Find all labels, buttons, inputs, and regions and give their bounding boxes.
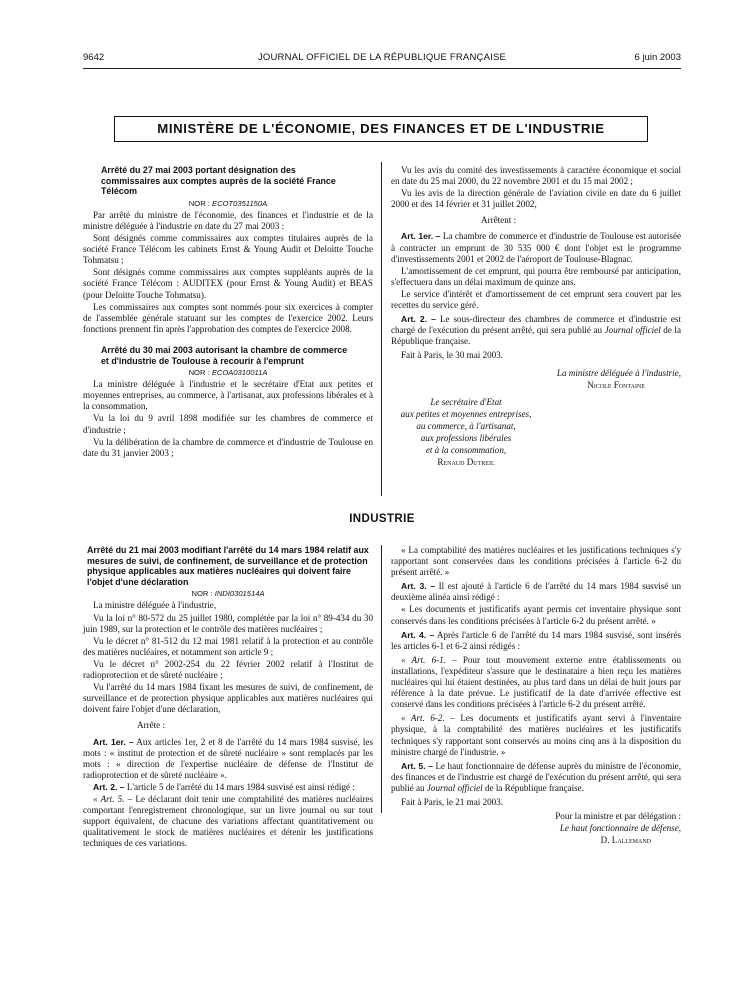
issue-date: 6 juin 2003 — [634, 52, 681, 63]
article-label: « Art. 5. – — [93, 793, 133, 804]
article-label: « Art. 6-1. – — [401, 654, 457, 665]
nor-label: NOR : — [188, 368, 210, 378]
arrete-3-article-4 — [391, 630, 681, 652]
arrete-2-article-2 — [391, 314, 681, 347]
arrete-1-nor — [83, 198, 373, 209]
article-text-end: de la République française. — [484, 782, 584, 793]
signatory-2-role: aux petites et moyennes entreprises, — [400, 408, 532, 419]
arrete-2-paragraph: Vu les avis du comité des investissements à caractère économique et social en date du 25 mai 2000, du 22 novembre 2001 et du 15 mai 2002 ; — [391, 165, 681, 187]
article-text: Les documents et justificatifs ayant servi à l'inventaire physique, à la comptabilité des matières nucléaires et les justificatifs techniques s'y rapportant sont conservés au moins cinq ans à la disposition du ministre chargé de l'industrie. » — [391, 713, 681, 757]
article-label: Art. 5. – — [401, 760, 433, 771]
signatory-2-role: Le secrétaire d'Etat — [430, 396, 502, 407]
arrete-1-paragraph: Sont désignés comme commissaires aux comptes suppléants auprès de la société France Télécom : AUDITEX (pour Ernst & Young Audit) et BEAS (pour Deloitte Touche Tohmatsu). — [83, 267, 373, 300]
article-label: Art. 2. – — [93, 781, 125, 792]
arrete-1-paragraph: Par arrêté du ministre de l'économie, des finances et l'industrie et de la ministre déléguée à l'industrie en date du 27 mai 2003 : — [83, 209, 373, 231]
signatory-2-name: Renaud Dutreil — [437, 457, 495, 468]
arrete-2-paragraph: Vu la loi du 9 avril 1898 modifiée sur les chambres de commerce et d'industrie ; — [83, 413, 373, 435]
arrete-3-quoted-article-6-2 — [391, 713, 681, 757]
arrete-2-paragraph: L'amortissement de cet emprunt, qui pourra être remboursé par anticipation, s'effectuera dans un délai maximum de quinze ans. — [391, 265, 681, 287]
upper-right-column — [391, 165, 681, 469]
arrete-1-paragraph: Les commissaires aux comptes sont nommés pour six exercices à compter de l'assemblée générale statuant sur les comptes de l'exercice 2002. Leurs fonctions prennent fin après l'approbation des comptes de l'exercice 2008. — [83, 301, 373, 334]
arrete-2-nor — [83, 367, 373, 378]
signatory-1-name: Nicole Fontaine — [587, 379, 645, 390]
arrete-2-paragraph: Vu la délibération de la chambre de commerce et d'industrie de Toulouse en date du 31 janvier 2003 ; — [83, 436, 373, 458]
nor-code: ECOT0351150A — [212, 198, 268, 208]
signature-delegation: Pour la ministre et par délégation : — [555, 811, 681, 822]
article-text: Il est ajouté à l'article 6 de l'arrêté du 14 mars 1984 susvisé un deuxième alinéa ainsi rédigé : — [391, 581, 681, 603]
nor-label: NOR : — [188, 198, 210, 208]
page-number: 9642 — [83, 52, 105, 63]
article-text: Après l'article 6 de l'arrêté du 14 mars 1984 susvisé, sont insérés les articles 6-1 et 6-2 ainsi rédigés : — [391, 629, 681, 651]
article-text: Aux articles 1er, 2 et 8 de l'arrêté du 14 mars 1984 susvisé, les mots : « institut de protection et de sûreté nucléaire » sont remplacés par les mots : « direction de l'expertise nucléaire de défense de l'Institut de radioprotection et de sûreté nucléaire ». — [83, 736, 373, 780]
arrete-3-paragraph: Vu l'arrêté du 14 mars 1984 fixant les mesures de suivi, de confinement, de surveillance et de protection physique applicables aux matières nucléaires qui doivent faire l'objet d'une déclaration, — [83, 682, 373, 715]
arrete-1-paragraph: Sont désignés comme commissaires aux comptes titulaires auprès de la société France Télécom les cabinets Ernst & Young Audit et Deloitte Touche Tohmatsu ; — [83, 233, 373, 266]
header-rule — [83, 68, 681, 69]
lower-right-column — [391, 545, 681, 847]
article-label: Art. 3. – — [401, 581, 436, 592]
arrete-3-paragraph: Vu la loi n° 80-572 du 25 juillet 1980, complétée par la loi n° 89-434 du 30 juin 1989, sur la protection et le contrôle des matières nucléaires ; — [83, 612, 373, 634]
nor-code: ECOA0310011A — [211, 368, 268, 378]
ministry-title: MINISTÈRE DE L'ÉCONOMIE, DES FINANCES ET DE L'INDUSTRIE — [114, 116, 648, 142]
column-divider — [381, 545, 382, 813]
signatory-name: D. Lallemand — [600, 835, 651, 846]
arrete-3-paragraph: Vu le décret n° 2002-254 du 22 février 2002 relatif à l'Institut de radioprotection et de sûreté nucléaire ; — [83, 658, 373, 681]
arrete-3-fait: Fait à Paris, le 21 mai 2003. — [401, 796, 504, 807]
page-header — [83, 52, 681, 68]
signatory-2-role: et à la consommation, — [425, 445, 507, 456]
arrete-label: Arrête : — [137, 720, 166, 731]
arrete-2-paragraph: Le service d'intérêt et d'amortissement de cet emprunt sera couvert par les recettes du service géré. — [391, 288, 681, 311]
signatory-2-block — [391, 397, 541, 469]
nor-label: NOR : — [191, 589, 213, 599]
arrete-3-title: Arrêté du 21 mai 2003 modifiant l'arrêté du 14 mars 1984 relatif aux mesures de suivi, de confinement, de surveillance et de protection physique applicables aux matières nucléaires qui doivent faire l'objet d'une déclaration — [87, 545, 369, 587]
article-text: Le haut fonctionnaire de défense auprès du ministre de l'économie, des finances et de l'industrie est chargé de l'exécution du présent arrêté, qui sera publié au — [391, 760, 681, 793]
arrete-3-paragraph: « La comptabilité des matières nucléaires et les justifications techniques s'y rapportant sont conservées dans les conditions précisées à l'article 6-2 du présent arrêté. » — [391, 545, 681, 578]
article-label: Art. 1er. – — [93, 736, 134, 747]
article-label: Art. 1er. – — [401, 231, 441, 242]
arrete-3-paragraph: « Les documents et justificatifs ayant permis cet inventaire physique sont conservés dans les conditions précisées à l'article 6-2 du présent arrêté. » — [391, 604, 681, 626]
signatory-role: Le haut fonctionnaire de défense, — [559, 823, 681, 834]
arrete-2-paragraph: La ministre déléguée à l'industrie et le secrétaire d'Etat aux petites et moyennes entreprises, au commerce, à l'artisanat, aux professions libérales et à la consommation, — [83, 379, 373, 412]
lower-left-column — [83, 545, 373, 850]
article-label: Art. 4. – — [401, 629, 435, 640]
arrete-3-paragraph: La ministre déléguée à l'industrie, — [93, 600, 217, 611]
article-text: Pour tout mouvement externe entre établissements ou installations, l'expéditeur s'assure que le destinataire a bien reçu les matières nucléaires qui lui étaient destinées, au plus tard dans un délai de huit jours par référence à la date prévue. Le justificatif de la date d'arrivée effective est conservé dans les conditions précisées à l'article 6-2 du présent arrêté. — [391, 654, 681, 710]
column-divider — [381, 162, 382, 496]
signatory-2-role: au commerce, à l'artisanat, — [416, 420, 516, 431]
arrete-3-nor — [83, 588, 373, 599]
upper-left-column — [83, 165, 373, 460]
arrete-3-paragraph: Vu le décret n° 81-512 du 12 mai 1981 relatif à la protection et au contrôle des matières nucléaires, et notamment son article 9 ; — [83, 635, 373, 657]
nor-code: INDI0301514A — [214, 589, 265, 599]
article-text: Le sous-directeur des chambres de commerce et d'industrie est chargé de l'exécution du présent arrêté, qui sera publié au — [391, 314, 681, 336]
article-label: « Art. 6-2. – — [401, 713, 455, 724]
journal-officiel-ref: Journal officiel — [604, 325, 661, 336]
arrete-3-article-5 — [391, 761, 681, 794]
arrete-2-article-1 — [391, 231, 681, 264]
arrete-3-quoted-article-6-1 — [391, 655, 681, 710]
arrete-3-article-1 — [83, 737, 373, 781]
journal-title: JOURNAL OFFICIEL DE LA RÉPUBLIQUE FRANÇAISE — [257, 52, 507, 63]
article-text: La chambre de commerce et d'industrie de Toulouse est autorisée à contracter un emprunt de 30 535 000 € dont l'objet est le programme d'investissements 2001 et 2002 de l'aéroport de Toulouse-Blagnac. — [391, 231, 682, 264]
signatory-1-role: La ministre déléguée à l'industrie, — [556, 367, 681, 378]
arretent-label: Arrêtent : — [481, 215, 517, 226]
article-text: Le déclarant doit tenir une comptabilité des matières nucléaires comportant l'enregistrement chronologique, sur un livre journal ou sur tout support équivalent, de chacune des variations affectant quantitativement ou qualitativement le stock de matières nucléaires et détenir les justifications techniques de ces variations. — [83, 793, 373, 849]
arrete-2-title: Arrêté du 30 mai 2003 autorisant la chambre de commerce et d'industrie de Toulouse à recourir à l'emprunt — [101, 344, 348, 366]
article-text-end: de la République française. — [391, 325, 681, 347]
arrete-2-fait: Fait à Paris, le 30 mai 2003. — [401, 350, 504, 361]
signatory-2-role: aux professions libérales — [420, 432, 512, 443]
article-text: L'article 5 de l'arrêté du 14 mars 1984 susvisé est ainsi rédigé : — [126, 781, 355, 792]
arrete-3-quoted-article-5 — [83, 794, 373, 849]
arrete-3-article-2 — [83, 782, 373, 793]
section-industrie-title: INDUSTRIE — [349, 513, 415, 525]
article-label: Art. 2. – — [401, 314, 436, 325]
journal-officiel-ref: Journal officiel — [426, 782, 483, 793]
arrete-2-paragraph: Vu les avis de la direction générale de l'aviation civile en date du 6 juillet 2000 et des 14 février et 31 juillet 2002, — [391, 188, 681, 210]
arrete-3-article-3 — [391, 581, 681, 603]
arrete-1-title: Arrêté du 27 mai 2003 portant désignation des commissaires aux comptes auprès de la société France Télécom — [101, 165, 336, 197]
